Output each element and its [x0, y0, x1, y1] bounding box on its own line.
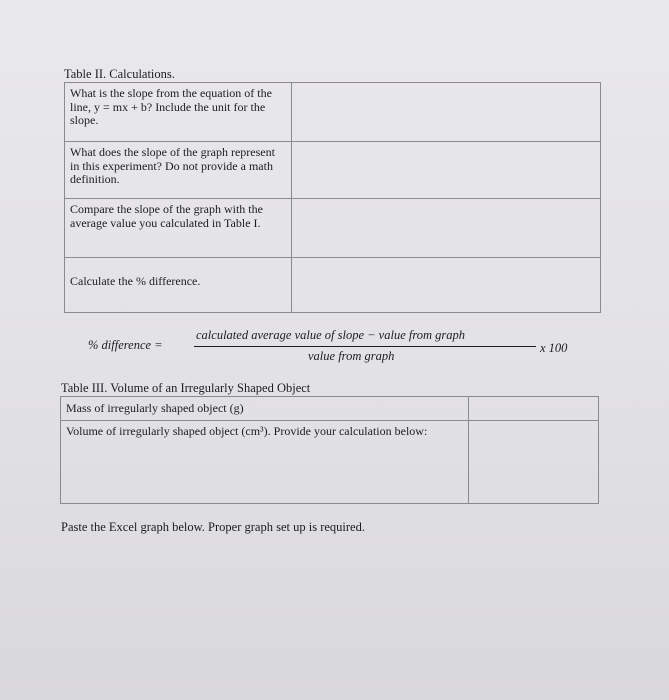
table-row — [65, 83, 601, 142]
table-row — [65, 199, 601, 258]
table-row — [61, 397, 599, 421]
question-cell: Volume of irregularly shaped object (cm³). Provide your calculation below: — [61, 421, 469, 504]
table-row — [65, 142, 601, 199]
table-row — [61, 421, 599, 504]
paste-graph-instruction: Paste the Excel graph below. Proper graph set up is required. — [61, 520, 365, 534]
answer-cell[interactable] — [469, 397, 599, 421]
question-cell: What is the slope from the equation of the line, y = mx + b? Include the unit for the slope. — [65, 83, 292, 142]
question-cell: What does the slope of the graph represent in this experiment? Do not provide a math definition. — [65, 142, 292, 199]
table-row — [65, 258, 601, 313]
fraction-bar — [194, 346, 536, 347]
answer-cell[interactable] — [292, 199, 601, 258]
formula-denominator: value from graph — [308, 349, 395, 363]
formula-lhs: % difference = — [88, 338, 163, 352]
table2-caption: Table II. Calculations. — [64, 67, 175, 81]
calculations-table — [64, 82, 601, 313]
answer-cell[interactable] — [292, 83, 601, 142]
formula-numerator: calculated average value of slope − value from graph — [196, 328, 466, 342]
question-cell: Compare the slope of the graph with the average value you calculated in Table I. — [65, 199, 292, 258]
question-cell: Calculate the % difference. — [65, 258, 292, 313]
answer-cell[interactable] — [292, 142, 601, 199]
answer-cell[interactable] — [292, 258, 601, 313]
formula-multiplier: x 100 — [540, 341, 568, 355]
percent-difference-formula — [88, 328, 588, 368]
answer-cell[interactable] — [469, 421, 599, 504]
question-cell: Mass of irregularly shaped object (g) — [61, 397, 469, 421]
volume-table — [60, 396, 599, 504]
table3-caption: Table III. Volume of an Irregularly Shaped Object — [61, 381, 311, 395]
